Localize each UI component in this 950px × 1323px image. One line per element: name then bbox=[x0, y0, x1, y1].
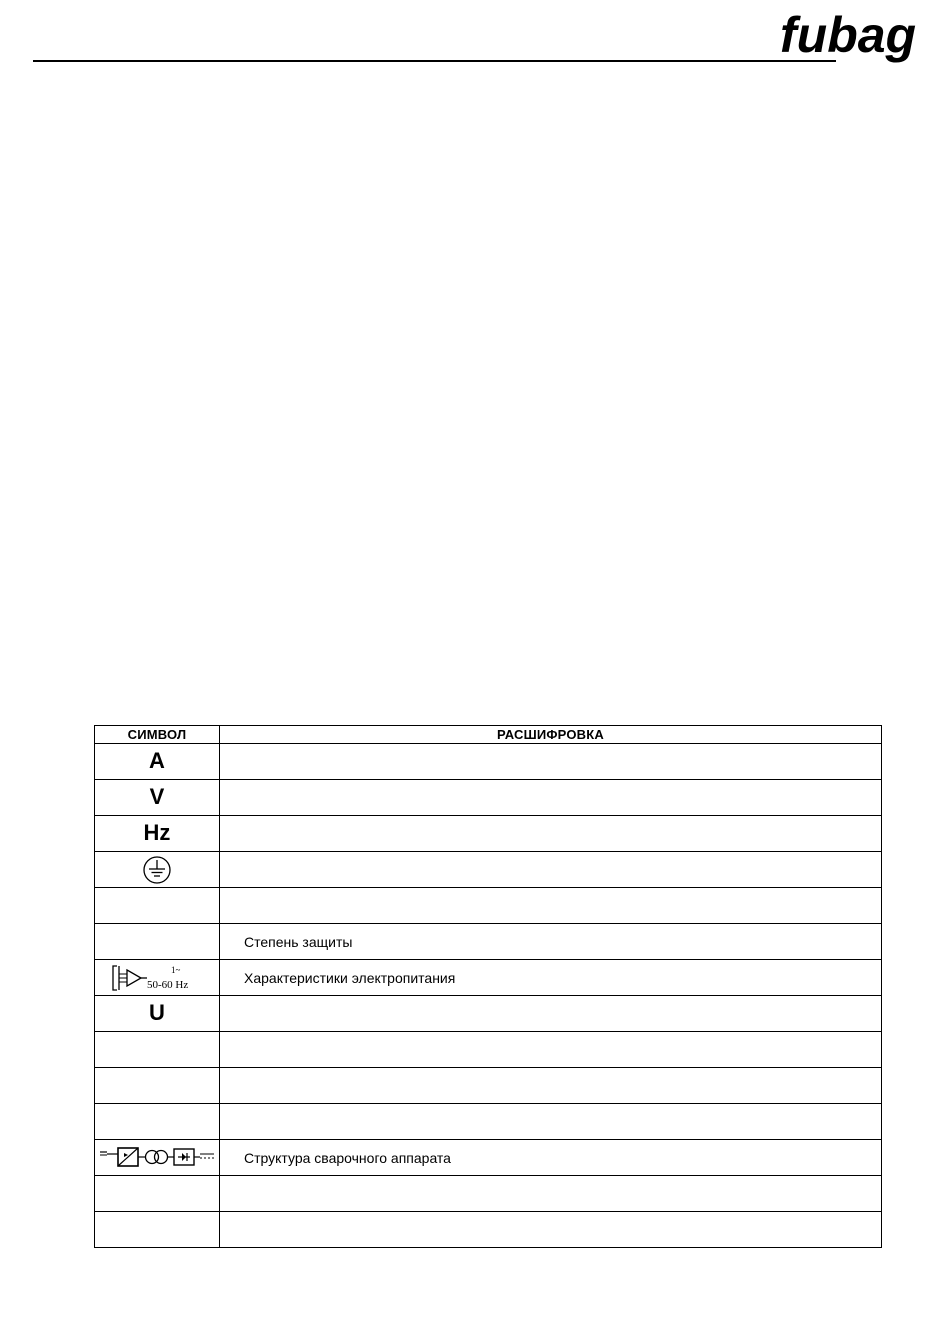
table-row bbox=[95, 1212, 882, 1248]
symbol-cell bbox=[95, 1104, 220, 1140]
header-rule bbox=[33, 60, 836, 62]
symbol-cell bbox=[95, 744, 220, 780]
description-cell bbox=[220, 852, 882, 888]
column-header-symbol: СИМВОЛ bbox=[95, 726, 220, 744]
table-header-row bbox=[95, 726, 882, 744]
symbol-cell bbox=[95, 852, 220, 888]
brand-name: fubag bbox=[780, 7, 917, 63]
description-cell: Степень защиты bbox=[220, 924, 882, 960]
description-cell bbox=[220, 780, 882, 816]
symbol-text: U bbox=[149, 1000, 165, 1025]
table-row bbox=[95, 996, 882, 1032]
description-cell bbox=[220, 1212, 882, 1248]
symbol-text: V bbox=[149, 784, 165, 809]
frequency-label: 50-60 Hz bbox=[147, 978, 189, 991]
description-cell bbox=[220, 1032, 882, 1068]
table-row bbox=[95, 816, 882, 852]
phase-label: 1~ bbox=[171, 964, 181, 975]
symbol-cell bbox=[95, 1140, 220, 1176]
description-cell bbox=[220, 888, 882, 924]
table-row bbox=[95, 1176, 882, 1212]
description-cell: Структура сварочного аппарата bbox=[220, 1140, 882, 1176]
table-row bbox=[95, 1032, 882, 1068]
symbol-cell bbox=[95, 888, 220, 924]
symbol-cell bbox=[95, 816, 220, 852]
table-row bbox=[95, 1068, 882, 1104]
table-row bbox=[95, 852, 882, 888]
table-row bbox=[95, 888, 882, 924]
description-cell bbox=[220, 996, 882, 1032]
symbol-cell bbox=[95, 1032, 220, 1068]
symbol-cell bbox=[95, 780, 220, 816]
table-row bbox=[95, 744, 882, 780]
symbol-text: Hz bbox=[143, 820, 171, 845]
symbol-cell bbox=[95, 960, 220, 996]
welder-structure-icon bbox=[98, 1145, 216, 1171]
ground-icon bbox=[141, 855, 173, 885]
column-header-description: РАСШИФРОВКА bbox=[220, 726, 882, 744]
description-cell bbox=[220, 816, 882, 852]
symbol-cell bbox=[95, 1068, 220, 1104]
symbol-text: A bbox=[149, 748, 165, 773]
symbol-cell bbox=[95, 996, 220, 1032]
table-row bbox=[95, 1104, 882, 1140]
description-cell bbox=[220, 1068, 882, 1104]
description-cell bbox=[220, 744, 882, 780]
symbol-cell bbox=[95, 1176, 220, 1212]
symbol-cell bbox=[95, 1212, 220, 1248]
symbols-table bbox=[94, 725, 882, 1248]
description-cell bbox=[220, 1176, 882, 1212]
table-row bbox=[95, 780, 882, 816]
table-row bbox=[95, 1140, 882, 1176]
symbol-cell bbox=[95, 924, 220, 960]
description-cell: Характеристики электропитания bbox=[220, 960, 882, 996]
power-supply-icon bbox=[109, 962, 205, 994]
description-cell bbox=[220, 1104, 882, 1140]
table-row bbox=[95, 960, 882, 996]
table-row bbox=[95, 924, 882, 960]
